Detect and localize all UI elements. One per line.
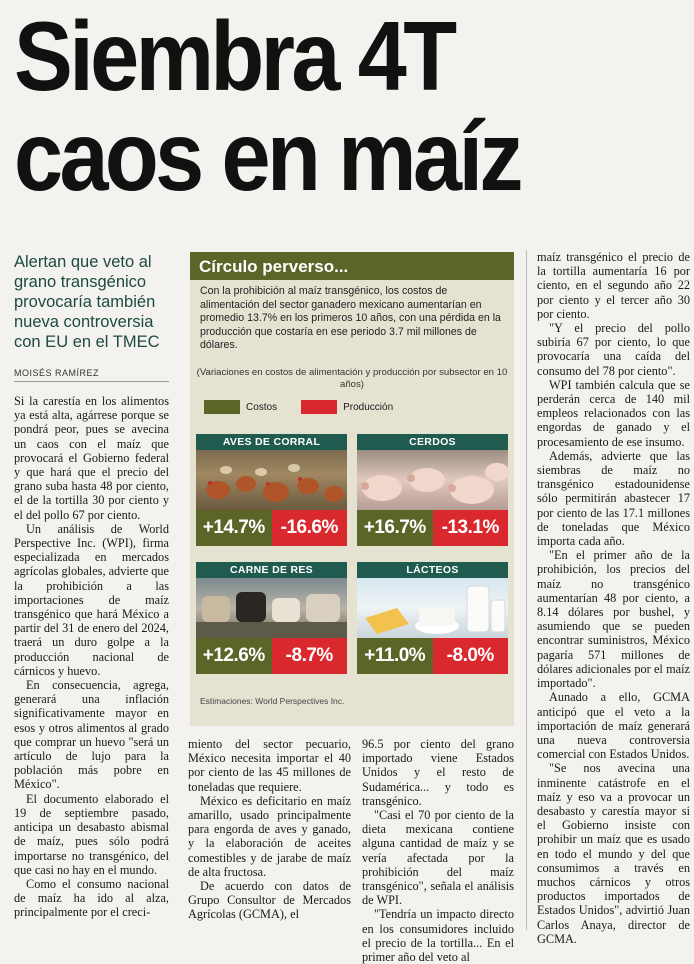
- paragraph: "Y el precio del pollo subiría 67 por ciento, lo que provocaría una caída del consumo del 78 por ciento".: [537, 321, 690, 378]
- value-costos: +14.7%: [196, 510, 272, 546]
- legend-swatch-costos: [204, 400, 240, 414]
- article-column-3: [362, 737, 514, 964]
- article-column-4: [537, 250, 690, 946]
- paragraph: WPI también calcula que se perderán cerca de 140 mil empleos relacionados con las engordas de ganado y el procesamiento de ese insumo.: [537, 377, 690, 449]
- panel-cerdos: [357, 434, 508, 546]
- paragraph: México es deficitario en maíz amarillo, usado principalmente para engorda de aves y ganado, y la elaboración de aceites comestibles y de jarabe de maíz de alta fructosa.: [188, 793, 351, 879]
- infobox-circulo-perverso: [190, 252, 514, 726]
- deck: Alertan que veto al grano transgénico provocaría también nueva controversia con EU en el TMEC: [14, 253, 160, 351]
- value-produccion: -13.1%: [433, 510, 509, 546]
- paragraph: "En el primer año de la prohibición, los precios del maíz no transgénico aumentarían 48 por ciento, a 8.14 dólares por bushel, y asumiendo que se pueden encontrar suministros, México pagaría 571 millones de dólares adicionales por el maíz importado".: [537, 548, 690, 691]
- article-column-1: [14, 394, 169, 920]
- paragraph: "Tendría un impacto directo en los consumidores incluido el precio de la tortilla... En el primer año del veto al: [362, 907, 514, 964]
- panel-carne-de-res: [196, 562, 347, 674]
- legend-label-produccion: Producción: [343, 401, 394, 413]
- value-costos: +12.6%: [196, 638, 272, 674]
- value-produccion: -16.6%: [272, 510, 348, 546]
- panel-aves-de-corral: [196, 434, 347, 546]
- panel-title: AVES DE CORRAL: [196, 434, 347, 450]
- infobox-source-note: Estimaciones: World Perspectives Inc.: [200, 696, 345, 706]
- dairy-photo: [357, 578, 508, 638]
- paragraph: Aunado a ello, GCMA anticipó que el veto a la importación de maíz generará una nueva controversia comercial con Estados Unidos.: [537, 690, 690, 762]
- paragraph: "Casi el 70 por ciento de la dieta mexicana contiene alguna cantidad de maíz y se vería afectada por la prohibición del maíz transgénico", señala el análisis de WPI.: [362, 808, 514, 908]
- column-divider: [526, 250, 527, 930]
- infobox-subtitle: (Variaciones en costos de alimentación y producción por subsector en 10 años): [196, 366, 508, 390]
- paragraph: Un análisis de World Perspective Inc. (WPI), firma especializada en mercados agrícolas globales, advierte que la prohibición a las importaciones de maíz transgénico que hará México a partir del 31 de enero del 2024, traerá un duro golpe a la producción nacional de cárnicos y huevo.: [14, 521, 170, 678]
- infobox-intro: Con la prohibición al maíz transgénico, los costos de alimentación del sector ganadero mexicano aumentarían en promedio 13.7% en los primeros 10 años, con una pérdida en la producción que costaría en ese periodo 3.7 mil millones de dólares.: [200, 285, 501, 352]
- legend-label-costos: Costos: [246, 401, 278, 413]
- paragraph: Además, advierte que las siembras de maíz no transgénico estadounidense sólo permitirán abastecer 17 por ciento de las 17.1 millones de toneladas que México importa cada año.: [537, 448, 690, 549]
- headline: [14, 1, 622, 211]
- paragraph: "Se nos avecina una inminente catástrofe en el maíz y eso va a provocar un desabasto y carestía mayor si el Gobierno insiste con prohibir un maíz que es usado en todo el mundo y del que consumimos a través en muchos cárnicos y otros productos importados de Estados Unidos", advirtió Juan Carlos Anaya, director de GCMA.: [537, 761, 690, 946]
- value-produccion: -8.0%: [433, 638, 509, 674]
- pigs-photo: [357, 450, 508, 510]
- panel-title: CERDOS: [357, 434, 508, 450]
- byline: MOISÉS RAMÍREZ: [14, 368, 169, 382]
- cattle-photo: [196, 578, 347, 638]
- paragraph: De acuerdo con datos de Grupo Consultor de Mercados Agrícolas (GCMA), el: [188, 879, 351, 922]
- paragraph: El documento elaborado el 19 de septiembre pasado, anticipa un desabasto abismal de maíz, pues sólo podrá importarse no transgénico, del que casi no hay en el mundo.: [14, 791, 169, 877]
- chickens-photo: [196, 450, 347, 510]
- paragraph: Como el consumo nacional de maíz ha ido al alza, principalmente por el creci-: [14, 876, 169, 920]
- paragraph: 96.5 por ciento del grano importado viene Estados Unidos y el resto de Sudamérica... y todo es transgénico.: [362, 737, 514, 808]
- paragraph: maíz transgénico el precio de la tortilla aumentaría 16 por ciento, en el segundo año 22 por ciento y el tercer año 30 por ciento.: [537, 250, 690, 321]
- paragraph: Si la carestía en los alimentos ya está alta, agárrese porque se pondrá peor, pues se avecina un caos con el maíz que provocará el Gobierno federal y que hará que el precio del grano suba hasta 48 por ciento, el de la tortilla 30 por ciento y el del pollo 67 por ciento.: [14, 394, 169, 522]
- infobox-title: Círculo perverso...: [190, 252, 514, 280]
- paragraph: miento del sector pecuario, México necesita importar el 40 por ciento de las 45 millones de toneladas que requiere.: [188, 737, 351, 794]
- value-costos: +16.7%: [357, 510, 433, 546]
- article-column-2: [188, 737, 351, 922]
- legend: [190, 400, 514, 414]
- panel-title: CARNE DE RES: [196, 562, 347, 578]
- value-costos: +11.0%: [357, 638, 433, 674]
- value-produccion: -8.7%: [272, 638, 348, 674]
- paragraph: En consecuencia, agrega, generará una inflación significativamente mayor en esos y otros alimentos al grado que comprar un huevo "será un artículo de lujo para la población más pobre en México".: [14, 678, 169, 792]
- panel-lacteos: [357, 562, 508, 674]
- headline-line-2: caos en maíz: [14, 101, 520, 211]
- headline-line-1: Siembra 4T: [14, 1, 454, 111]
- legend-swatch-produccion: [301, 400, 337, 414]
- panel-title: LÁCTEOS: [357, 562, 508, 578]
